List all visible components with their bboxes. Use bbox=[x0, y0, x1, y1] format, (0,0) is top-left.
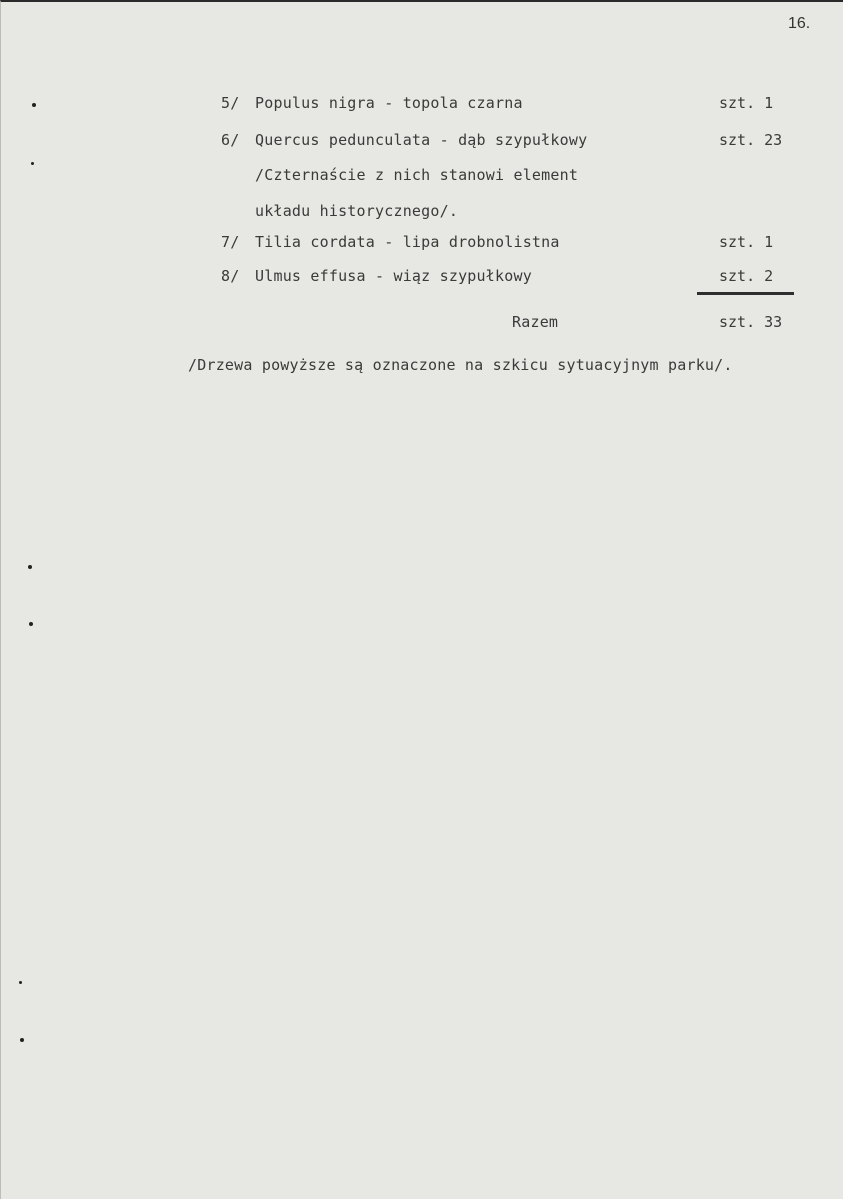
list-item bbox=[221, 131, 587, 149]
footnote: /Drzewa powyższe są oznaczone na szkicu sytuacyjnym parku/. bbox=[188, 356, 733, 374]
list-item bbox=[221, 233, 560, 251]
item-number: 6/ bbox=[221, 131, 240, 149]
item-number: 8/ bbox=[221, 267, 240, 285]
item-quantity: szt. 2 bbox=[719, 267, 774, 285]
item-text: Populus nigra - topola czarna bbox=[255, 94, 523, 112]
item-quantity: szt. 23 bbox=[719, 131, 783, 149]
total-quantity: szt. 33 bbox=[719, 313, 783, 331]
margin-mark bbox=[28, 565, 32, 569]
margin-mark bbox=[20, 1038, 24, 1042]
item-text: Ulmus effusa - wiąz szypułkowy bbox=[255, 267, 532, 285]
total-label: Razem bbox=[512, 313, 559, 331]
margin-mark bbox=[31, 162, 34, 165]
item-number: 7/ bbox=[221, 233, 240, 251]
item-continuation: układu historycznego/. bbox=[255, 202, 459, 220]
sum-rule bbox=[697, 292, 794, 295]
item-text: Quercus pedunculata - dąb szypułkowy bbox=[255, 131, 588, 149]
item-quantity: szt. 1 bbox=[719, 233, 774, 251]
margin-mark bbox=[19, 981, 22, 984]
margin-mark bbox=[32, 103, 36, 107]
item-number: 5/ bbox=[221, 94, 240, 112]
margin-mark bbox=[29, 622, 33, 626]
list-item bbox=[221, 94, 523, 112]
item-quantity: szt. 1 bbox=[719, 94, 774, 112]
item-text: Tilia cordata - lipa drobnolistna bbox=[255, 233, 560, 251]
page-number: 16. bbox=[788, 15, 811, 32]
list-item bbox=[221, 267, 532, 285]
item-continuation: /Czternaście z nich stanowi element bbox=[255, 166, 579, 184]
